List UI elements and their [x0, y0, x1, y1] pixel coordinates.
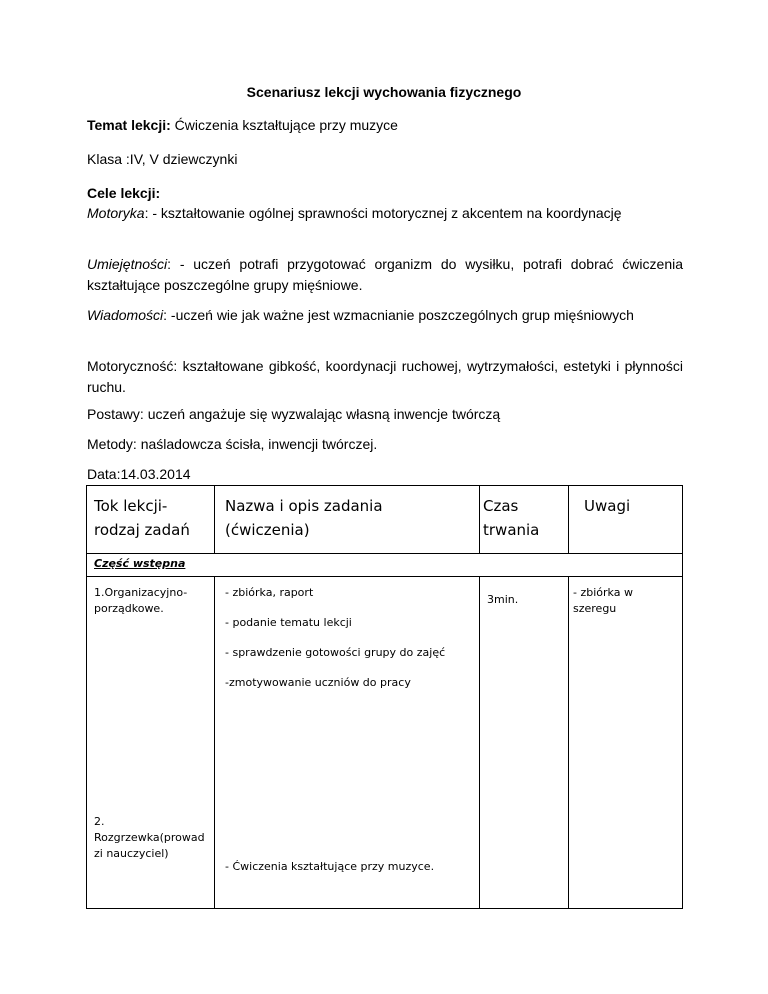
row2-task-line2: Rozgrzewka(prowad: [94, 831, 205, 844]
goal-motor-text: : - kształtowanie ogólnej sprawności motorycznej z akcentem na koordynację: [144, 205, 622, 221]
header-task-description-line1: Nazwa i opis zadania: [225, 497, 383, 515]
methods-paragraph: Metody: naśladowcza ścisła, inwencji twórczej.: [87, 436, 378, 452]
date-line: Data:14.03.2014: [87, 466, 191, 482]
header-lesson-course: [94, 494, 212, 542]
column-divider: [568, 486, 569, 553]
column-divider: [214, 486, 215, 553]
attitudes-paragraph: Postawy: uczeń angażuje się wyzwalając własną inwencje twórczą: [87, 406, 501, 422]
row1-notes: [573, 585, 678, 617]
lesson-topic: [87, 115, 683, 136]
header-lesson-course-line1: Tok lekcji-: [94, 497, 168, 515]
goals-heading: Cele lekcji:: [87, 185, 161, 201]
header-duration-line2: trwania: [483, 521, 540, 539]
row2-task-line3: zi nauczyciel): [94, 847, 169, 860]
row2-item: - Ćwiczenia kształtujące przy muzyce.: [225, 860, 435, 873]
section-divider: [87, 576, 682, 577]
row1-item: - podanie tematu lekcji: [225, 616, 352, 629]
document-title: Scenariusz lekcji wychowania fizycznego: [246, 84, 522, 100]
topic-label: Temat lekcji:: [87, 117, 171, 133]
header-lesson-course-line2: rodzaj zadań: [94, 521, 190, 539]
section-introductory: Część wstępna: [94, 557, 186, 570]
motor-skills-paragraph: Motoryczność: kształtowane gibkość, koordynacji ruchowej, wytrzymałości, estetyki i płynności ruchu.: [87, 358, 683, 395]
row1-notes-line1: - zbiórka w: [573, 586, 633, 599]
row1-item: - zbiórka, raport: [225, 586, 314, 599]
row1-duration: 3min.: [487, 593, 519, 606]
column-divider: [568, 576, 569, 908]
row1-task-type: [94, 585, 212, 617]
header-divider: [87, 553, 682, 554]
column-divider: [214, 576, 215, 908]
lesson-table: [86, 485, 683, 909]
class-line: Klasa :IV, V dziewczynki: [87, 151, 238, 167]
goal-motor-label: Motoryka: [87, 205, 145, 221]
goal-skills: [87, 254, 683, 296]
row1-task-line1: 1.Organizacyjno-: [94, 586, 188, 599]
goal-skills-label: Umiejętności: [87, 256, 168, 272]
column-divider: [479, 486, 480, 553]
header-task-description-line2: (ćwiczenia): [225, 521, 310, 539]
row2-task-line1: 2.: [94, 815, 105, 828]
goal-knowledge: [87, 305, 683, 326]
row1-item: -zmotywowanie uczniów do pracy: [225, 676, 411, 689]
goal-knowledge-text: : -uczeń wie jak ważne jest wzmacnianie poszczególnych grup mięśniowych: [163, 307, 634, 323]
row1-item: - sprawdzenie gotowości grupy do zajęć: [225, 646, 446, 659]
column-divider: [479, 576, 480, 908]
goal-knowledge-label: Wiadomości: [87, 307, 164, 323]
goal-skills-text: : - uczeń potrafi przygotować organizm do wysiłku, potrafi dobrać ćwiczenia kształtujące poszczególne grupy mięśniowe.: [87, 256, 683, 293]
row1-task-line2: porządkowe.: [94, 602, 164, 615]
goal-motor: [87, 203, 683, 224]
header-duration: [483, 494, 567, 542]
header-notes: Uwagi: [584, 497, 631, 515]
topic-value: Ćwiczenia kształtujące przy muzyce: [170, 117, 398, 133]
header-task-description: [225, 494, 475, 542]
row2-task-type: [94, 814, 212, 862]
header-duration-line1: Czas: [483, 497, 519, 515]
row1-notes-line2: szeregu: [573, 602, 617, 615]
